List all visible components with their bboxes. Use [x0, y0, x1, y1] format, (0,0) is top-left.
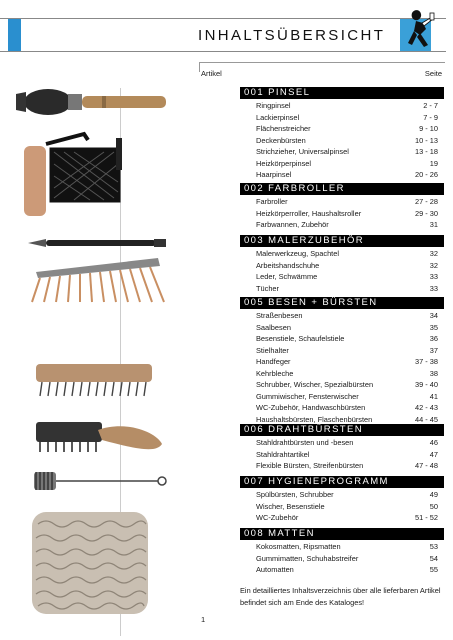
- toc-entry-label: Stielhalter: [256, 345, 289, 355]
- toc-entry-pages: 35: [429, 322, 438, 332]
- toc-entry-label: Tücher: [256, 283, 280, 293]
- toc-entry-label: Spülbürsten, Schrubber: [256, 490, 334, 499]
- scrubbing-brush-illustration: [36, 358, 156, 398]
- toc-entry-pages: 33: [429, 272, 438, 281]
- toc-entry-pages: 19: [429, 158, 438, 168]
- toc-entry-label: Kokosmatten, Ripsmatten: [256, 542, 341, 551]
- toc-entry-label: Farbroller: [256, 197, 288, 206]
- toc-entry-pages: 29 - 30: [414, 208, 438, 218]
- ring-brush-illustration: [14, 80, 174, 124]
- toc-entry[interactable]: [256, 260, 438, 272]
- toc-entry[interactable]: [256, 310, 438, 322]
- toc-entry-label: Ringpinsel: [256, 101, 291, 110]
- toc-entry[interactable]: [256, 283, 438, 295]
- toc-entry-pages: 54: [429, 553, 438, 563]
- toc-entry-label: Malerwerkzeug, Spachtel: [256, 249, 339, 258]
- section-005-header: 005 BESEN + BÜRSTEN: [240, 297, 444, 309]
- toc-entry-label: Heizkörperroller, Haushaltsroller: [256, 208, 362, 218]
- toc-entry[interactable]: [256, 169, 438, 181]
- section-006-list: [256, 437, 438, 472]
- page-number: 1: [201, 615, 206, 624]
- toc-entry-pages: 53: [429, 542, 438, 551]
- section-008-list: [256, 541, 438, 576]
- toc-entry-pages: 42 - 43: [414, 403, 438, 412]
- toc-entry[interactable]: [256, 219, 438, 231]
- toc-entry[interactable]: [256, 146, 438, 158]
- toc-entry-pages: 37 - 38: [414, 357, 438, 366]
- wire-brush-illustration: [36, 418, 166, 458]
- toc-entry-label: Gummimatten, Schuhabstreifer: [256, 553, 359, 563]
- toc-entry-label: Arbeitshandschuhe: [256, 260, 320, 270]
- toc-entry-label: Schrubber, Wischer, Spezialbürsten: [256, 380, 374, 389]
- brand-logo: [400, 19, 431, 51]
- toc-entry[interactable]: [256, 333, 438, 345]
- section-003-header: 003 MALERZUBEHÖR: [240, 235, 444, 247]
- toc-entry-pages: 10 - 13: [414, 135, 438, 145]
- toc-entry-label: Besenstiele, Schaufelstiele: [256, 334, 345, 343]
- toc-entry-label: Straßenbesen: [256, 311, 303, 320]
- toc-entry[interactable]: [256, 248, 438, 260]
- toc-entry[interactable]: [256, 208, 438, 220]
- toc-entry-label: Haarpinsel: [256, 170, 292, 179]
- toc-entry-label: Leder, Schwämme: [256, 272, 318, 281]
- toc-entry[interactable]: [256, 196, 438, 208]
- toc-tick: [199, 62, 200, 72]
- toc-entry[interactable]: [256, 135, 438, 147]
- toc-entry[interactable]: [256, 271, 438, 283]
- toc-entry-label: Strichzieher, Universalpinsel: [256, 147, 349, 156]
- toc-entry[interactable]: [256, 391, 438, 403]
- toc-entry-pages: 34: [429, 311, 438, 320]
- section-002-list: [256, 196, 438, 231]
- toc-top-rule: [199, 62, 445, 63]
- corner-accent: [8, 19, 21, 51]
- toc-entry-label: Gummiwischer, Fensterwischer: [256, 391, 359, 401]
- toc-entry-label: Kehrbleche: [256, 368, 294, 378]
- column-header-pages: Seite: [424, 69, 442, 78]
- section-007-list: [256, 489, 438, 524]
- toc-entry[interactable]: [256, 460, 438, 472]
- toc-entry-label: Haushaltsbürsten, Flaschenbürsten: [256, 414, 373, 424]
- toc-entry-label: Flexible Bürsten, Streifenbürsten: [256, 461, 364, 470]
- toc-entry-pages: 7 - 9: [423, 112, 438, 122]
- toc-entry-pages: 50: [429, 501, 438, 511]
- toc-entry-label: Heizkörperpinsel: [256, 158, 312, 168]
- toc-entry-pages: 32: [429, 260, 438, 270]
- toc-entry-label: Stahldrahtbürsten und -besen: [256, 438, 354, 447]
- toc-entry-label: Deckenbürsten: [256, 135, 306, 145]
- toc-entry-label: Flächenstreicher: [256, 124, 311, 133]
- section-007-header: 007 HYGIENEPROGRAMM: [240, 476, 444, 488]
- toc-entry[interactable]: [256, 379, 438, 391]
- page-title: INHALTSÜBERSICHT: [198, 27, 386, 44]
- header-bottom-rule: [0, 51, 446, 52]
- toc-entry-pages: 37: [429, 345, 438, 355]
- toc-entry-pages: 38: [429, 368, 438, 378]
- toc-entry[interactable]: [256, 449, 438, 461]
- toc-entry[interactable]: [256, 100, 438, 112]
- toc-entry[interactable]: [256, 123, 438, 135]
- section-005-list: [256, 310, 438, 425]
- section-002-header: 002 FARBROLLER: [240, 183, 444, 195]
- toc-entry[interactable]: [256, 158, 438, 170]
- coconut-mat-illustration: [32, 512, 150, 616]
- section-001-header: 001 PINSEL: [240, 87, 444, 99]
- toc-entry-pages: 39 - 40: [414, 380, 438, 389]
- toc-entry-pages: 47: [429, 449, 438, 459]
- toc-entry-label: Saalbesen: [256, 322, 291, 332]
- section-008-header: 008 MATTEN: [240, 528, 444, 540]
- toc-entry[interactable]: [256, 112, 438, 124]
- toc-entry[interactable]: [256, 368, 438, 380]
- toc-entry-label: WC-Zubehör: [256, 513, 299, 522]
- toc-entry-pages: 13 - 18: [414, 147, 438, 156]
- toc-entry-label: Stahldrahtartikel: [256, 449, 310, 459]
- toc-entry[interactable]: [256, 322, 438, 334]
- toc-entry-label: Farbwannen, Zubehör: [256, 220, 329, 229]
- toc-entry-pages: 36: [429, 334, 438, 343]
- toc-entry-label: Lackierpinsel: [256, 112, 300, 122]
- toc-footnote: Ein detailliertes Inhaltsverzeichnis über alle lieferbaren Artikel befindet sich am Ende des Kataloges!: [240, 586, 441, 607]
- toc-entry-label: Wischer, Besenstiele: [256, 501, 325, 511]
- painter-logo-icon: [400, 5, 436, 53]
- header-top-rule: [0, 18, 446, 19]
- broom-illustration: [26, 256, 166, 306]
- toc-entry-label: Handfeger: [256, 357, 291, 366]
- toc-entry[interactable]: [256, 356, 438, 368]
- toc-entry-pages: 47 - 48: [414, 461, 438, 470]
- toc-entry-pages: 55: [429, 565, 438, 574]
- toc-entry[interactable]: [256, 553, 438, 565]
- toc-entry-pages: 32: [429, 249, 438, 258]
- column-header-articles: Artikel: [201, 69, 222, 78]
- toc-entry[interactable]: [256, 345, 438, 357]
- toc-entry-label: WC-Zubehör, Handwaschbürsten: [256, 403, 366, 412]
- paint-roller-illustration: [24, 130, 134, 218]
- toc-entry-pages: 44 - 45: [414, 414, 438, 424]
- toc-entry-pages: 9 - 10: [419, 124, 438, 133]
- spatula-tool-illustration: [28, 236, 168, 250]
- toc-entry[interactable]: [256, 489, 438, 501]
- toc-entry-pages: 33: [429, 283, 438, 293]
- toc-entry[interactable]: [256, 402, 438, 414]
- toc-entry-pages: 31: [429, 220, 438, 229]
- toc-entry-pages: 20 - 26: [414, 170, 438, 179]
- section-003-list: [256, 248, 438, 294]
- toc-entry[interactable]: [256, 501, 438, 513]
- toc-entry-pages: 51 - 52: [414, 513, 438, 522]
- section-006-header: 006 DRAHTBÜRSTEN: [240, 424, 444, 436]
- page-header: [0, 0, 453, 64]
- toc-entry-pages: 41: [429, 391, 438, 401]
- section-001-list: [256, 100, 438, 181]
- toc-entry-label: Automatten: [256, 565, 294, 574]
- toc-entry[interactable]: [256, 437, 438, 449]
- toc-entry[interactable]: [256, 564, 438, 576]
- toc-entry[interactable]: [256, 541, 438, 553]
- toc-entry[interactable]: [256, 512, 438, 524]
- toc-entry-pages: 49: [429, 490, 438, 499]
- toc-entry-pages: 46: [429, 438, 438, 447]
- toc-entry-pages: 2 - 7: [423, 101, 438, 110]
- bottle-brush-illustration: [30, 470, 170, 492]
- toc-entry-pages: 27 - 28: [414, 197, 438, 206]
